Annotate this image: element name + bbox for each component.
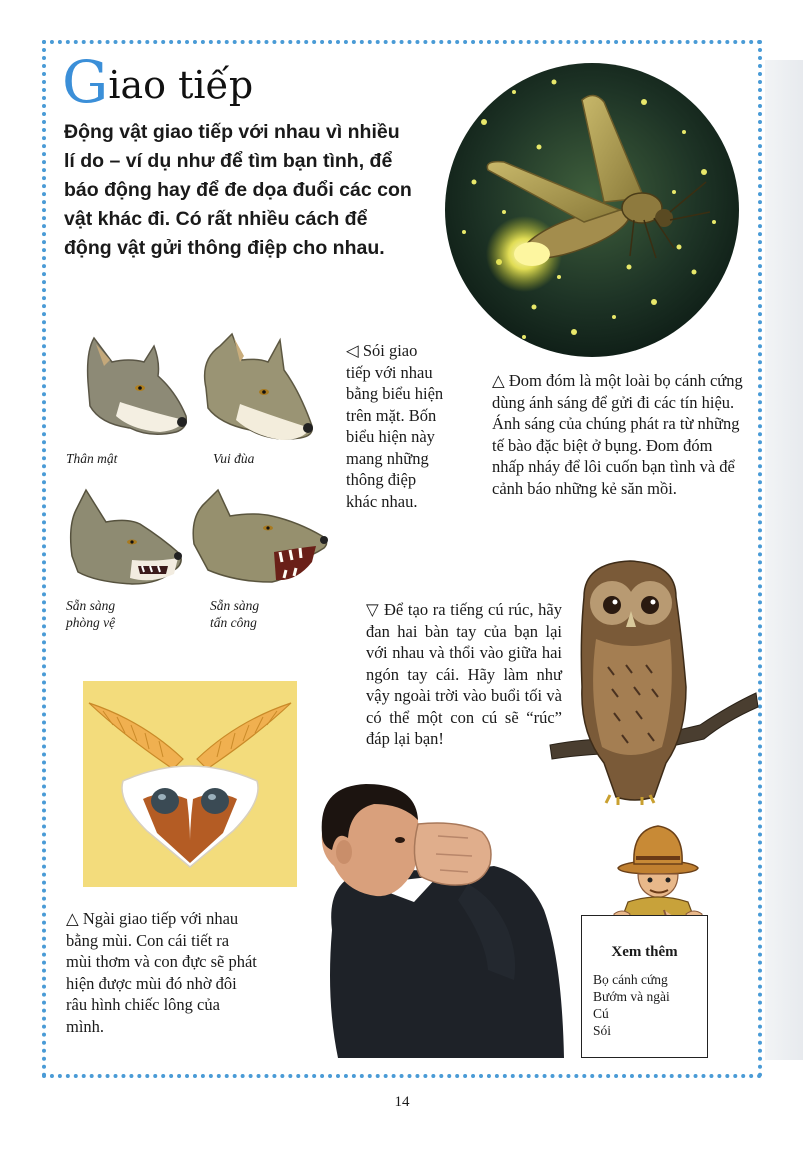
title-rest: iao tiếp — [108, 63, 254, 107]
wolf-caption: ◁ Sói giao tiếp với nhau bằng biểu hiện trên mặt. Bốn biểu hiện này mang những thông điệp khác nhau. — [346, 341, 444, 511]
label-friendly: Thân mật — [66, 451, 118, 466]
see-also-link-wolves[interactable]: Sói — [593, 1023, 612, 1038]
label-defend: Sẵn sàng phòng vệ — [66, 598, 116, 630]
label-playful: Vui đùa — [213, 451, 255, 466]
see-also-link-butterflies-moths[interactable]: Bướm và ngài — [593, 989, 670, 1004]
owl-hoot-caption: ▽ Để tạo ra tiếng cú rúc, hãy đan hai bàn tay của bạn lại với nhau và thổi vào giữa hai ngón tay cái. Hãy làm như vậy ngoài trời vào buổi tối và có thể một con cú sẽ “rúc” đáp lại bạn! — [366, 600, 562, 748]
wolf-face-friendly — [80, 332, 192, 442]
wolf-face-defensive — [66, 484, 186, 592]
firefly-illustration — [444, 62, 740, 358]
owl-illustration — [550, 557, 760, 807]
see-also-link-owls[interactable]: Cú — [593, 1006, 609, 1021]
see-also-heading: Xem thêm — [611, 944, 678, 960]
boy-illustration — [318, 780, 568, 1058]
page-number: 14 — [394, 1094, 410, 1110]
label-attack: Sẵn sàng tấn công — [210, 598, 260, 630]
firefly-caption: △ Đom đóm là một loài bọ cánh cứng dùng ánh sáng để gửi đi các tín hiệu. Ánh sáng của chúng phát ra từ những tế bào đặc biệt ở bụng. Đom đóm nhấp nháy để lôi cuốn bạn tình và để cảnh báo những kẻ săn mồi. — [492, 371, 743, 498]
moth-caption: △ Ngài giao tiếp với nhau bằng mùi. Con cái tiết ra mùi thơm và con đực sẽ phát hiện được mùi đó nhờ đôi râu hình chiếc lông của mình. — [66, 909, 257, 1036]
title-initial: G — [62, 48, 109, 116]
see-also-list — [593, 971, 707, 1039]
facing-page-bleed — [765, 60, 803, 1060]
see-also-link-beetles[interactable]: Bọ cánh cứng — [593, 972, 668, 987]
see-also-box — [581, 915, 708, 1058]
wolf-face-aggressive — [188, 486, 332, 586]
page-title — [62, 48, 254, 116]
moth-illustration — [83, 681, 297, 887]
wolf-face-playful — [196, 330, 316, 446]
intro-paragraph: Động vật giao tiếp với nhau vì nhiều lí do – ví dụ như để tìm bạn tình, để báo động hay để đe dọa đuổi các con vật khác đi. Có rất nhiều cách để động vật gửi thông điệp cho nhau. — [64, 121, 412, 259]
